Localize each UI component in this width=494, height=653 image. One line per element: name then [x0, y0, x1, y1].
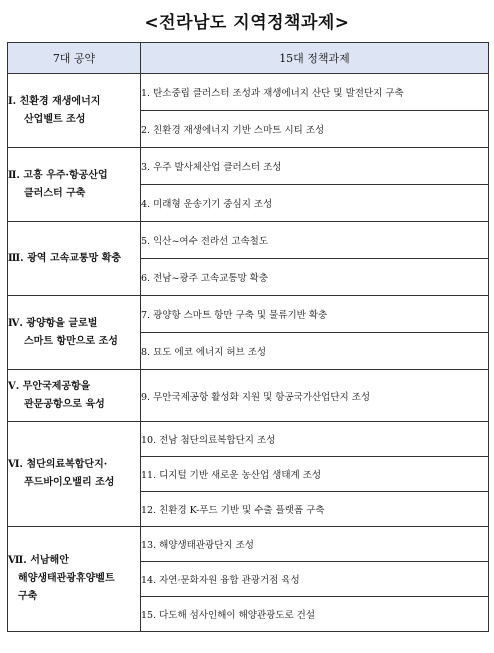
- table-row: [8, 296, 489, 333]
- task-5: 5. 익산~여수 전라선 고속철도: [141, 222, 489, 259]
- task-13: 13. 해양생태관광단지 조성: [141, 527, 489, 562]
- table-row: [8, 74, 489, 111]
- goal-7-line2: 해양생태관광휴양벨트: [18, 573, 115, 584]
- goal-cell-4: [8, 296, 141, 370]
- table-header-row: [8, 43, 489, 74]
- goal-cell-2: [8, 148, 141, 222]
- task-9: 9. 무안국제공항 활성화 지원 및 항공국가산업단지 조성: [141, 370, 489, 422]
- table-row: [8, 422, 489, 457]
- goal-cell-5: [8, 370, 141, 422]
- task-8: 8. 묘도 에코 에너지 허브 조성: [141, 333, 489, 370]
- task-14: 14. 자연·문화자원 융합 관광거점 육성: [141, 562, 489, 597]
- header-tasks: 15대 정책과제: [141, 43, 489, 74]
- policy-table: [7, 42, 489, 632]
- table-row: [8, 527, 489, 562]
- goal-4-line2: 스마트 항만으로 조성: [24, 335, 118, 347]
- goal-7-line1: Ⅶ. 서남해안: [8, 555, 69, 566]
- task-4: 4. 미래형 운송기기 중심지 조성: [141, 185, 489, 222]
- page-title: <전라남도 지역정책과제>: [144, 13, 350, 33]
- goal-cell-6: [8, 422, 141, 527]
- table-row: [8, 148, 489, 185]
- task-2: 2. 친환경 재생에너지 기반 스마트 시티 조성: [141, 111, 489, 148]
- table-row: [8, 370, 489, 422]
- header-goals: 7대 공약: [8, 43, 141, 74]
- table-row: [8, 222, 489, 259]
- goal-cell-3: [8, 222, 141, 296]
- goal-2-line1: Ⅱ. 고흥 우주·항공산업: [8, 169, 108, 181]
- goal-cell-7: [8, 527, 141, 632]
- task-6: 6. 전남~광주 고속교통망 확충: [141, 259, 489, 296]
- goal-7-line3: 구축: [18, 591, 38, 602]
- goal-5-line2: 관문공항으로 육성: [24, 398, 105, 410]
- task-7: 7. 광양항 스마트 항만 구축 및 물류기반 확충: [141, 296, 489, 333]
- goal-5-line1: Ⅴ. 무안국제공항을: [8, 380, 91, 392]
- goal-3-line1: Ⅲ. 광역 고속교통망 확충: [8, 252, 122, 264]
- task-12: 12. 친환경 K-푸드 기반 및 수출 플랫폼 구축: [141, 492, 489, 527]
- task-1: 1. 탄소중립 클러스터 조성과 재생에너지 산단 및 발전단지 구축: [141, 74, 489, 111]
- goal-1-line2: 산업벨트 조성: [24, 113, 86, 125]
- task-10: 10. 전남 첨단의료복합단지 조성: [141, 422, 489, 457]
- goal-6-line2: 푸드바이오밸리 조성: [24, 477, 115, 488]
- task-15: 15. 다도해 섬사인해이 해양관광도로 건설: [141, 597, 489, 632]
- task-3: 3. 우주 발사체산업 클러스터 조성: [141, 148, 489, 185]
- goal-cell-1: [8, 74, 141, 148]
- task-11: 11. 디지털 기반 새로운 농산업 생태계 조성: [141, 457, 489, 492]
- goal-6-line1: Ⅵ. 첨단의료복합단지·: [8, 459, 108, 470]
- goal-2-line2: 클러스터 구축: [24, 187, 86, 199]
- goal-1-line1: Ⅰ. 친환경 재생에너지: [8, 95, 101, 107]
- goal-4-line1: Ⅳ. 광양항을 글로벌: [8, 317, 98, 329]
